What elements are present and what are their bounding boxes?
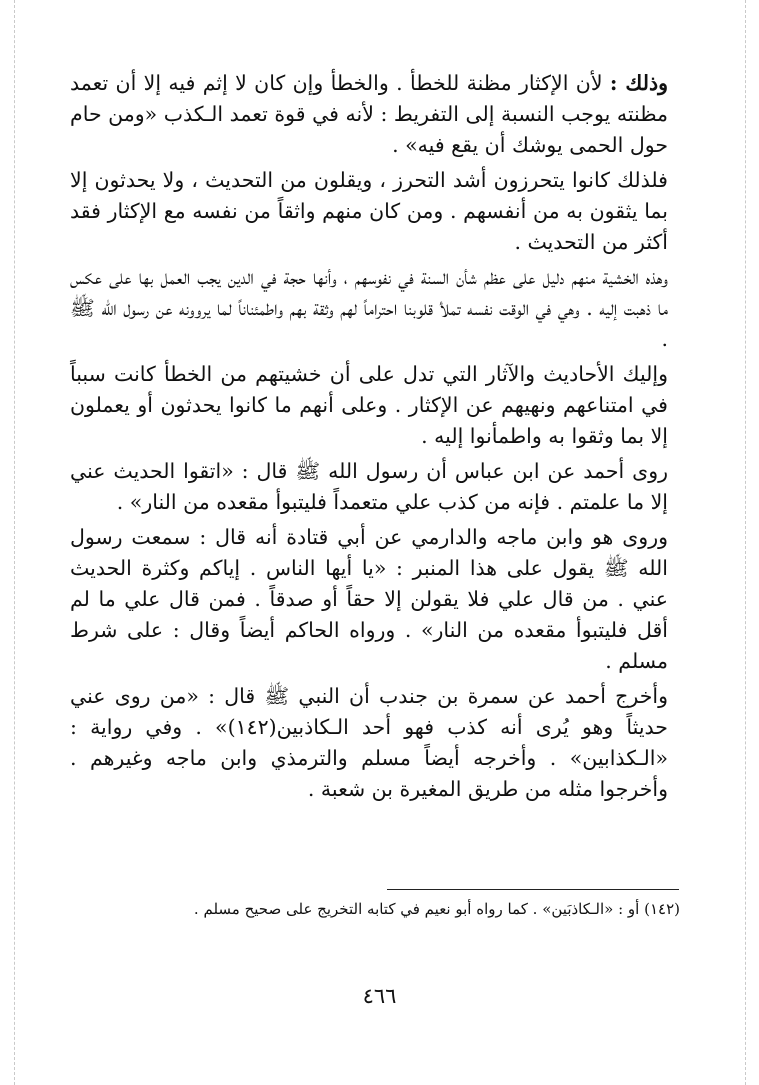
paragraph-3 [70,262,668,355]
paragraph-1 [70,68,668,161]
paragraph-text: وروى هو وابن ماجه والدارمي عن أبي قتادة أنه قال : سمعت رسول الله ﷺ يقول على هذا المنبر : «يا أيها الناس . إياكم وكثرة الحديث عني . من قال علي فلا يقولن إلا حقاً أو صدقاً . فمن قال علي ما لم أقل فليتبوأ مقعده من النار» . ورواه الحاكم أيضاً وقال : على شرط مسلم . [70,525,668,673]
paragraph-4 [70,359,668,452]
paragraph-text: لأن الإكثار مظنة للخطأ . والخطأ وإن كان لا إثم فيه إلا أن تعمد مظنته يوجب النسبة إلى التفريط : لأنه في قوة تعمد الـكذب «ومن حام حول الحمى يوشك أن يقع فيه» . [70,71,668,157]
paragraph-text: وهذه الخشية منهم دليل على عظم شأن السنة في نفوسهم ، وأنها حجة في الدين يجب العمل بها على عكس ما ذهبت إليه . وهي في الوقت نفسه تملأ قلوبنا احتراماً لهم وثقة بهم واطمئناناً لما يروونه عن رسول الله ﷺ . [70,265,668,351]
footnote: (١٤٢) أو : «الـكاذبَين» . كما رواه أبو نعيم في كتابه التخريج على صحيح مسلم . [193,900,680,918]
paragraph-text: وأخرج أحمد عن سمرة بن جندب أن النبي ﷺ قال : «من روى عني حديثاً وهو يُرى أنه كذب فهو أحد الـكاذبين(١٤٢)» . وفي رواية : «الـكذابين» . وأخرجه أيضاً مسلم والترمذي وابن ماجه وغيرهم . وأخرجوا مثله من طريق المغيرة بن شعبة . [70,684,668,801]
paragraph-7 [70,681,668,805]
paragraph-text: روى أحمد عن ابن عباس أن رسول الله ﷺ قال : «اتقوا الحديث عني إلا ما علمتم . فإنه من كذب علي متعمداً فليتبوأ مقعده من النار» . [70,459,668,514]
left-margin-guide [14,0,15,1085]
paragraph-lead: وذلك : [609,71,668,95]
page-body [70,68,668,809]
paragraph-text: فلذلك كانوا يتحرزون أشد التحرز ، ويقلون من التحديث ، ولا يحدثون إلا بما يثقون به من أنفسهم . ومن كان منهم واثقاً من نفسه مع الإكثار فقد أكثر من التحديث . [70,168,668,254]
paragraph-text: وإليك الأحاديث والآثار التي تدل على أن خشيتهم من الخطأ كانت سبباً في امتناعهم ونهيهم عن الإكثار . وعلى أنهم ما كانوا يحدثون أو يعملون إلا بما وثقوا به واطمأنوا إليه . [70,362,668,448]
page-number: ٤٦٦ [362,984,397,1008]
footnote-divider [387,889,679,890]
paragraph-6 [70,522,668,677]
paragraph-2 [70,165,668,258]
paragraph-5 [70,456,668,518]
right-margin-guide [745,0,746,1085]
